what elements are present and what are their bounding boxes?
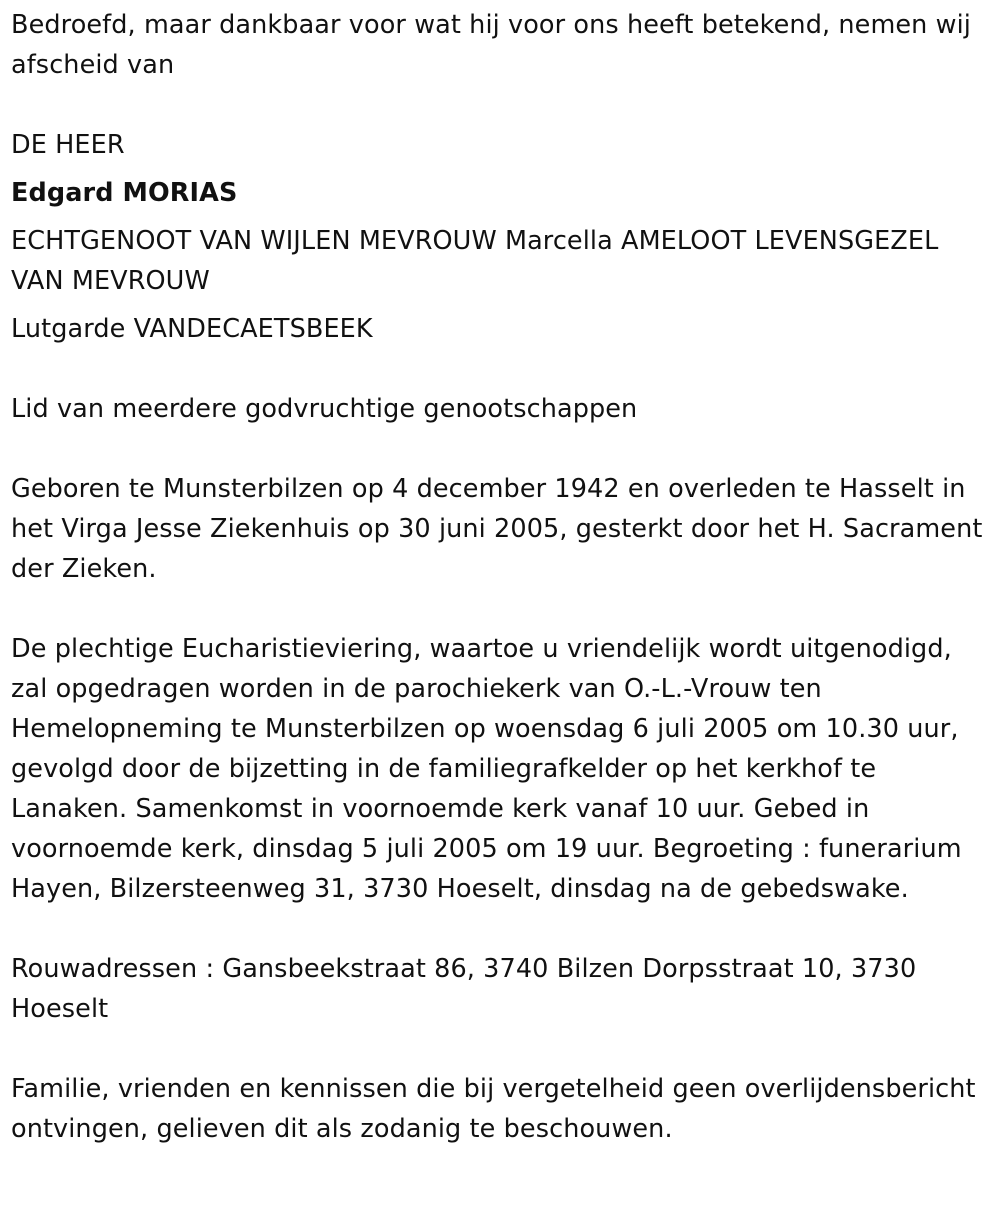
relation-text: ECHTGENOOT VAN WIJLEN MEVROUW Marcella AMELOOT LEVENSGEZEL VAN MEVROUW (11, 226, 939, 296)
closing-text: Familie, vrienden en kennissen die bij vergetelheid geen overlijdensbericht ontvingen, gelieven dit als zodanig te beschouwen. (11, 1074, 976, 1144)
membership-text: Lid van meerdere godvruchtige genootschappen (11, 394, 638, 424)
partner-name: Lutgarde VANDECAETSBEEK (11, 314, 373, 344)
addresses-text: Rouwadressen : Gansbeekstraat 86, 3740 Bilzen Dorpsstraat 10, 3730 Hoeselt (11, 954, 917, 1024)
intro-text: Bedroefd, maar dankbaar voor wat hij voor ons heeft betekend, nemen wij afscheid van (11, 10, 971, 80)
birth-death-text: Geboren te Munsterbilzen op 4 december 1942 en overleden te Hasselt in het Virga Jesse Ziekenhuis op 30 juni 2005, gesterkt door het H. Sacrament der Zieken. (11, 474, 983, 584)
salutation: DE HEER (11, 130, 125, 160)
ceremony-text: De plechtige Eucharistieviering, waartoe u vriendelijk wordt uitgenodigd, zal opgedragen worden in de parochiekerk van O.-L.-Vrouw ten Hemelopneming te Munsterbilzen op woensdag 6 juli 2005 om 10.30 uur, gevolgd door de bijzetting in de familiegrafkelder op het kerkhof te Lanaken. Samenkomst in voornoemde kerk vanaf 10 uur. Gebed in voornoemde kerk, dinsdag 5 juli 2005 om 19 uur. Begroeting : funerarium Hayen, Bilzersteenweg 31, 3730 Hoeselt, dinsdag na de gebedswake. (11, 634, 962, 904)
death-notice (11, 5, 993, 1149)
deceased-name: Edgard MORIAS (11, 178, 238, 208)
